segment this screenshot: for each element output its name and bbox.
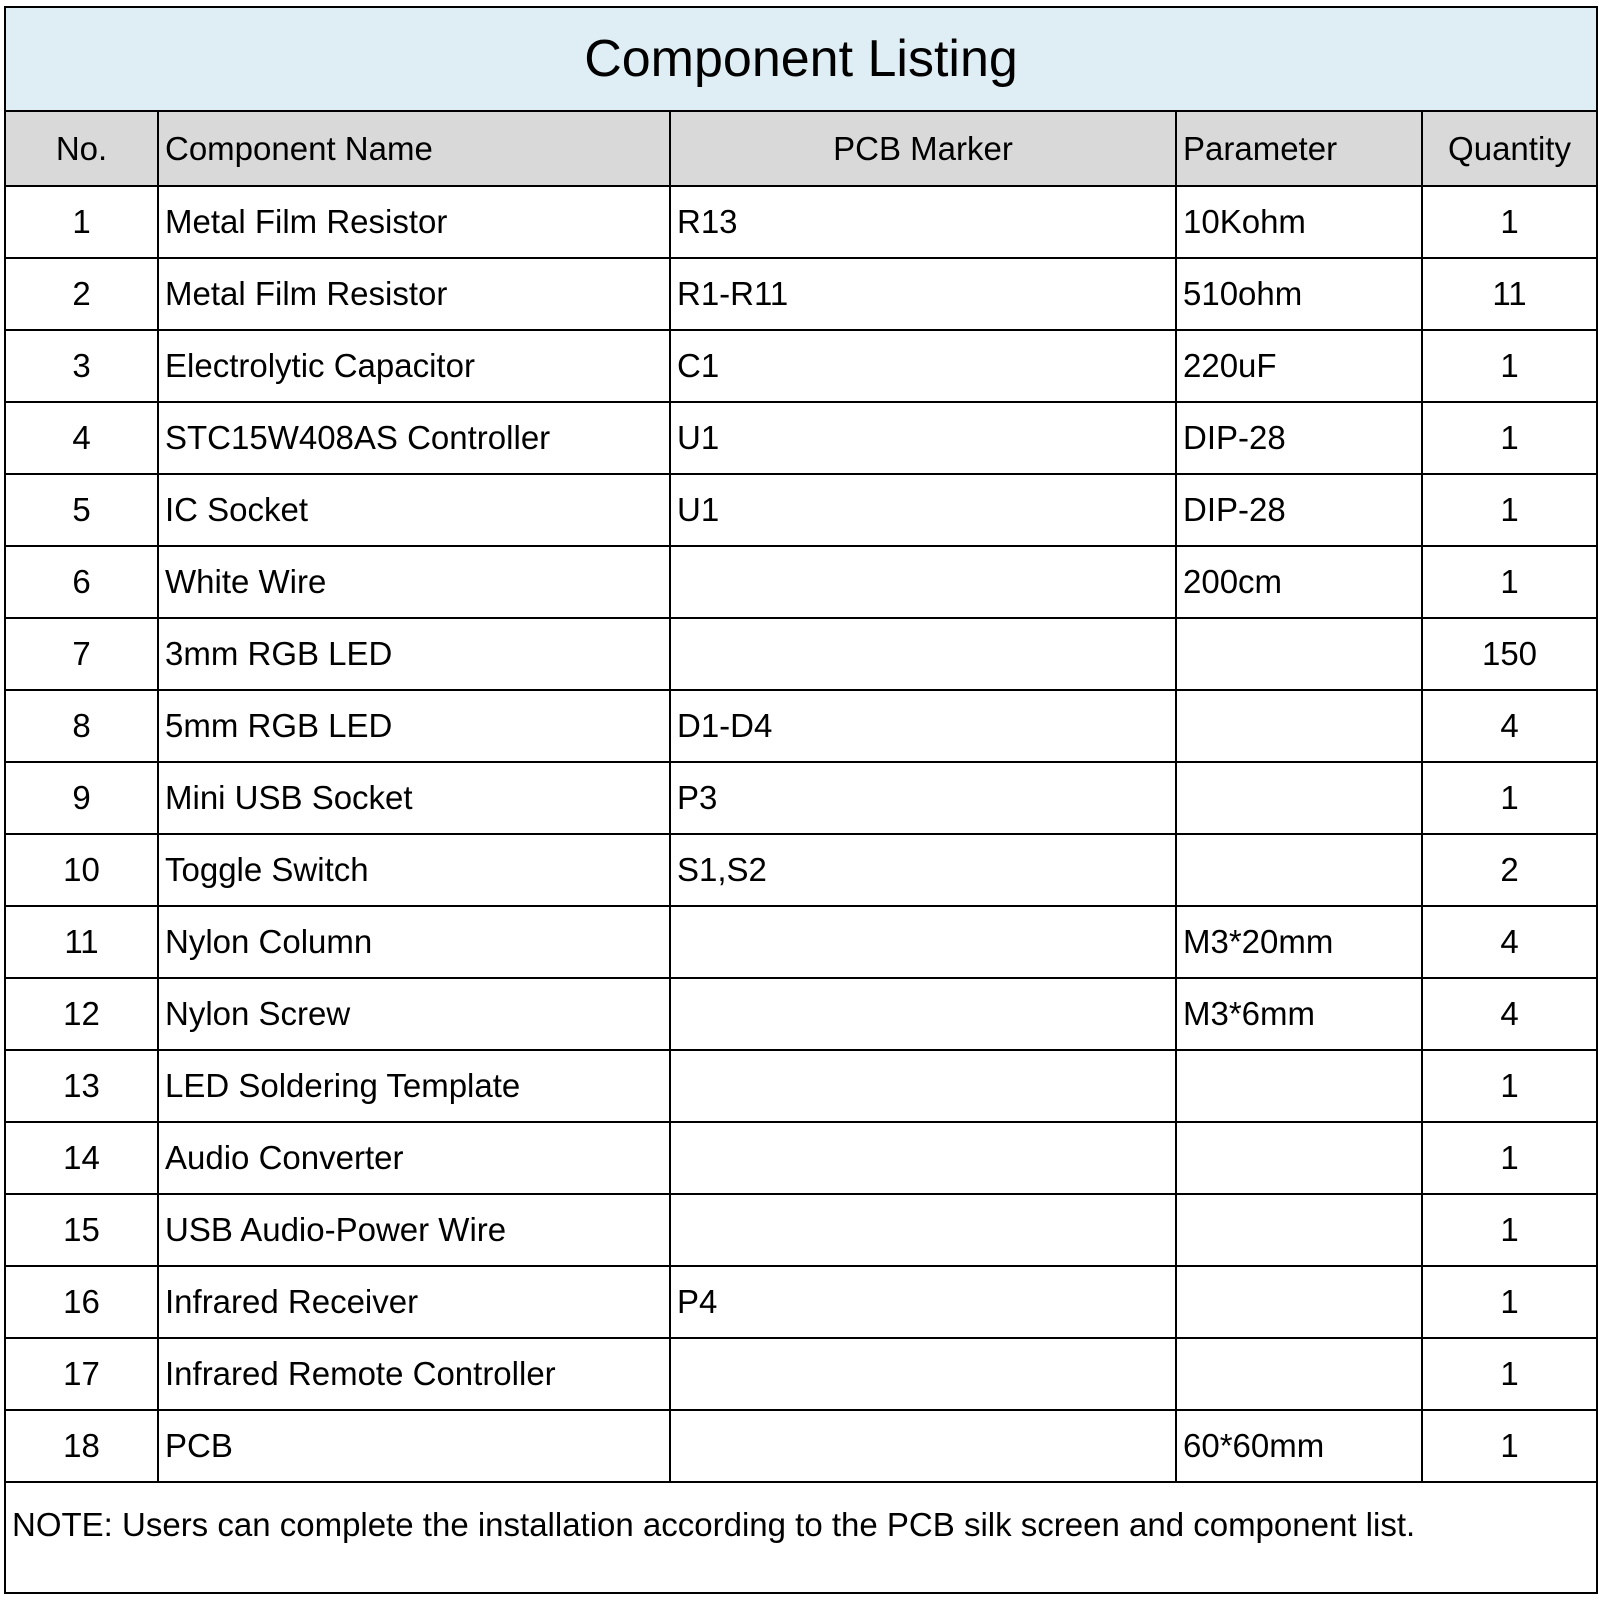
cell-parameter: DIP-28	[1176, 402, 1422, 474]
cell-quantity: 150	[1422, 618, 1596, 690]
cell-quantity: 11	[1422, 258, 1596, 330]
cell-component-name: USB Audio-Power Wire	[158, 1194, 670, 1266]
cell-component-name: PCB	[158, 1410, 670, 1482]
cell-component-name: White Wire	[158, 546, 670, 618]
cell-parameter	[1176, 1050, 1422, 1122]
cell-pcb-marker	[670, 1050, 1176, 1122]
cell-no: 12	[6, 978, 158, 1050]
cell-no: 6	[6, 546, 158, 618]
cell-parameter	[1176, 690, 1422, 762]
cell-component-name: Metal Film Resistor	[158, 258, 670, 330]
table-row	[6, 402, 1596, 474]
cell-no: 2	[6, 258, 158, 330]
cell-component-name: LED Soldering Template	[158, 1050, 670, 1122]
cell-quantity: 1	[1422, 762, 1596, 834]
table-row	[6, 330, 1596, 402]
component-table	[6, 112, 1596, 1483]
table-row	[6, 978, 1596, 1050]
cell-quantity: 1	[1422, 1194, 1596, 1266]
page-title: Component Listing	[6, 8, 1596, 112]
cell-pcb-marker: U1	[670, 402, 1176, 474]
cell-parameter: M3*6mm	[1176, 978, 1422, 1050]
cell-pcb-marker	[670, 1338, 1176, 1410]
cell-component-name: Metal Film Resistor	[158, 186, 670, 258]
cell-quantity: 1	[1422, 1266, 1596, 1338]
cell-pcb-marker	[670, 546, 1176, 618]
cell-parameter	[1176, 1122, 1422, 1194]
cell-no: 14	[6, 1122, 158, 1194]
cell-component-name: 5mm RGB LED	[158, 690, 670, 762]
cell-pcb-marker	[670, 1194, 1176, 1266]
cell-pcb-marker	[670, 906, 1176, 978]
header-quantity: Quantity	[1422, 112, 1596, 186]
cell-quantity: 2	[1422, 834, 1596, 906]
cell-quantity: 4	[1422, 978, 1596, 1050]
cell-pcb-marker: U1	[670, 474, 1176, 546]
cell-no: 7	[6, 618, 158, 690]
header-pcb-marker: PCB Marker	[670, 112, 1176, 186]
cell-pcb-marker: S1,S2	[670, 834, 1176, 906]
cell-no: 16	[6, 1266, 158, 1338]
cell-parameter: 200cm	[1176, 546, 1422, 618]
cell-no: 18	[6, 1410, 158, 1482]
cell-component-name: Nylon Column	[158, 906, 670, 978]
cell-pcb-marker: D1-D4	[670, 690, 1176, 762]
cell-quantity: 1	[1422, 1338, 1596, 1410]
cell-no: 4	[6, 402, 158, 474]
cell-no: 9	[6, 762, 158, 834]
cell-parameter	[1176, 762, 1422, 834]
cell-pcb-marker	[670, 1122, 1176, 1194]
cell-component-name: Nylon Screw	[158, 978, 670, 1050]
cell-component-name: STC15W408AS Controller	[158, 402, 670, 474]
cell-parameter	[1176, 618, 1422, 690]
cell-no: 10	[6, 834, 158, 906]
cell-pcb-marker	[670, 978, 1176, 1050]
table-row	[6, 1410, 1596, 1482]
cell-no: 1	[6, 186, 158, 258]
table-row	[6, 834, 1596, 906]
table-row	[6, 618, 1596, 690]
cell-pcb-marker: C1	[670, 330, 1176, 402]
table-row	[6, 258, 1596, 330]
cell-no: 15	[6, 1194, 158, 1266]
table-row	[6, 1266, 1596, 1338]
cell-quantity: 1	[1422, 1410, 1596, 1482]
component-listing-sheet	[4, 6, 1598, 1594]
cell-no: 8	[6, 690, 158, 762]
cell-no: 11	[6, 906, 158, 978]
cell-parameter	[1176, 1266, 1422, 1338]
cell-component-name: Audio Converter	[158, 1122, 670, 1194]
table-row	[6, 186, 1596, 258]
cell-component-name: Toggle Switch	[158, 834, 670, 906]
cell-quantity: 4	[1422, 690, 1596, 762]
cell-quantity: 1	[1422, 1122, 1596, 1194]
cell-parameter: DIP-28	[1176, 474, 1422, 546]
cell-no: 17	[6, 1338, 158, 1410]
cell-parameter: 60*60mm	[1176, 1410, 1422, 1482]
cell-pcb-marker	[670, 1410, 1176, 1482]
cell-quantity: 1	[1422, 402, 1596, 474]
header-parameter: Parameter	[1176, 112, 1422, 186]
cell-pcb-marker: R13	[670, 186, 1176, 258]
cell-quantity: 1	[1422, 474, 1596, 546]
table-row	[6, 1338, 1596, 1410]
header-component-name: Component Name	[158, 112, 670, 186]
cell-parameter	[1176, 834, 1422, 906]
table-row	[6, 1122, 1596, 1194]
table-row	[6, 1194, 1596, 1266]
cell-pcb-marker	[670, 618, 1176, 690]
cell-pcb-marker: R1-R11	[670, 258, 1176, 330]
cell-quantity: 1	[1422, 186, 1596, 258]
cell-quantity: 1	[1422, 546, 1596, 618]
table-body	[6, 186, 1596, 1482]
cell-quantity: 1	[1422, 1050, 1596, 1122]
cell-parameter: 10Kohm	[1176, 186, 1422, 258]
table-row	[6, 906, 1596, 978]
cell-component-name: Mini USB Socket	[158, 762, 670, 834]
installation-note: NOTE: Users can complete the installation according to the PCB silk screen and component list.	[12, 1506, 1416, 1543]
header-no: No.	[6, 112, 158, 186]
cell-parameter: 510ohm	[1176, 258, 1422, 330]
table-row	[6, 474, 1596, 546]
cell-pcb-marker: P4	[670, 1266, 1176, 1338]
cell-quantity: 4	[1422, 906, 1596, 978]
cell-component-name: 3mm RGB LED	[158, 618, 670, 690]
cell-component-name: Infrared Remote Controller	[158, 1338, 670, 1410]
cell-component-name: Infrared Receiver	[158, 1266, 670, 1338]
cell-no: 5	[6, 474, 158, 546]
cell-parameter	[1176, 1338, 1422, 1410]
cell-parameter: 220uF	[1176, 330, 1422, 402]
cell-quantity: 1	[1422, 330, 1596, 402]
table-row	[6, 690, 1596, 762]
table-row	[6, 762, 1596, 834]
table-header-row	[6, 112, 1596, 186]
cell-component-name: IC Socket	[158, 474, 670, 546]
table-row	[6, 1050, 1596, 1122]
cell-no: 13	[6, 1050, 158, 1122]
cell-component-name: Electrolytic Capacitor	[158, 330, 670, 402]
cell-no: 3	[6, 330, 158, 402]
table-row	[6, 546, 1596, 618]
cell-pcb-marker: P3	[670, 762, 1176, 834]
cell-parameter	[1176, 1194, 1422, 1266]
cell-parameter: M3*20mm	[1176, 906, 1422, 978]
